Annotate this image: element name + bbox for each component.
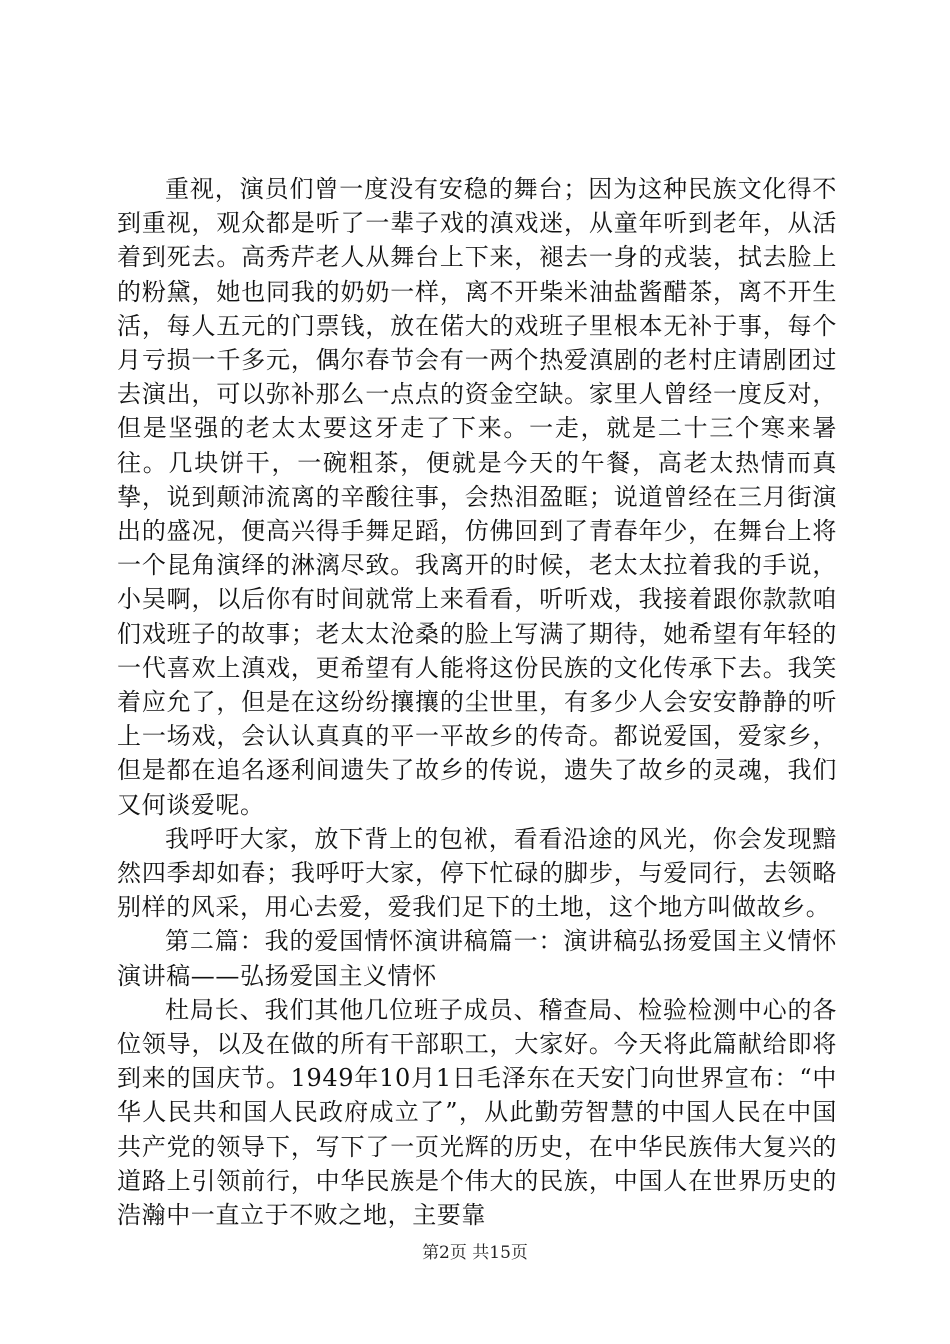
- paragraph-1: 重视，演员们曾一度没有安稳的舞台；因为这种民族文化得不到重视，观众都是听了一辈子戏的滇戏迷，从童年听到老年，从活着到死去。高秀芹老人从舞台上下来，褪去一身的戎装，拭去脸上的粉黛，她也同我的奶奶一样，离不开柴米油盐酱醋茶，离不开生活，每人五元的门票钱，放在偌大的戏班子里根本无补于事，每个月亏损一千多元，偶尔春节会有一两个热爱滇剧的老村庄请剧团过去演出，可以弥补那么一点点的资金空缺。家里人曾经一度反对，但是坚强的老太太要这牙走了下来。一走，就是二十三个寒来暑往。几块饼干，一碗粗茶，便就是今天的午餐，高老太热情而真挚，说到颠沛流离的辛酸往事，会热泪盈眶；说道曾经在三月街演出的盛况，便高兴得手舞足蹈，仿佛回到了青春年少，在舞台上将一个昆角演绎的淋漓尽致。我离开的时候，老太太拉着我的手说，小吴啊，以后你有时间就常上来看看，听听戏，我接着跟你款款咱们戏班子的故事；老太太沧桑的脸上写满了期待，她希望有年轻的一代喜欢上滇戏，更希望有人能将这份民族的文化传承下去。我笑着应允了，但是在这纷纷攘攘的尘世里，有多少人会安安静静的听上一场戏，会认认真真的平一平故乡的传奇。都说爱国，爱家乡，但是都在追名逐利间遗失了故乡的传说，遗失了故乡的灵魂，我们又何谈爱呢。: [117, 175, 837, 819]
- paragraph-2: 我呼吁大家，放下背上的包袱，看看沿途的风光，你会发现黯然四季却如春；我呼吁大家，停下忙碌的脚步，与爱同行，去领略别样的风采，用心去爱，爱我们足下的土地，这个地方叫做故乡。: [117, 824, 837, 922]
- paragraph-3: 杜局长、我们其他几位班子成员、稽查局、检验检测中心的各位领导，以及在做的所有干部职工，大家好。今天将此篇献给即将到来的国庆节。1949年10月1日毛泽东在天安门向世界宣布：“中华人民共和国人民政府成立了”，从此勤劳智慧的中国人民在中国共产党的领导下，写下了一页光辉的历史，在中华民族伟大复兴的道路上引领前行，中华民族是个伟大的民族，中国人在世界历史的浩瀚中一直立于不败之地，主要靠: [117, 995, 837, 1230]
- section-heading: 第二篇：我的爱国情怀演讲稿篇一：演讲稿弘扬爱国主义情怀演讲稿——弘扬爱国主义情怀: [117, 927, 837, 990]
- page-footer: 第2页 共15页: [422, 1243, 528, 1263]
- body-text: [117, 172, 837, 1232]
